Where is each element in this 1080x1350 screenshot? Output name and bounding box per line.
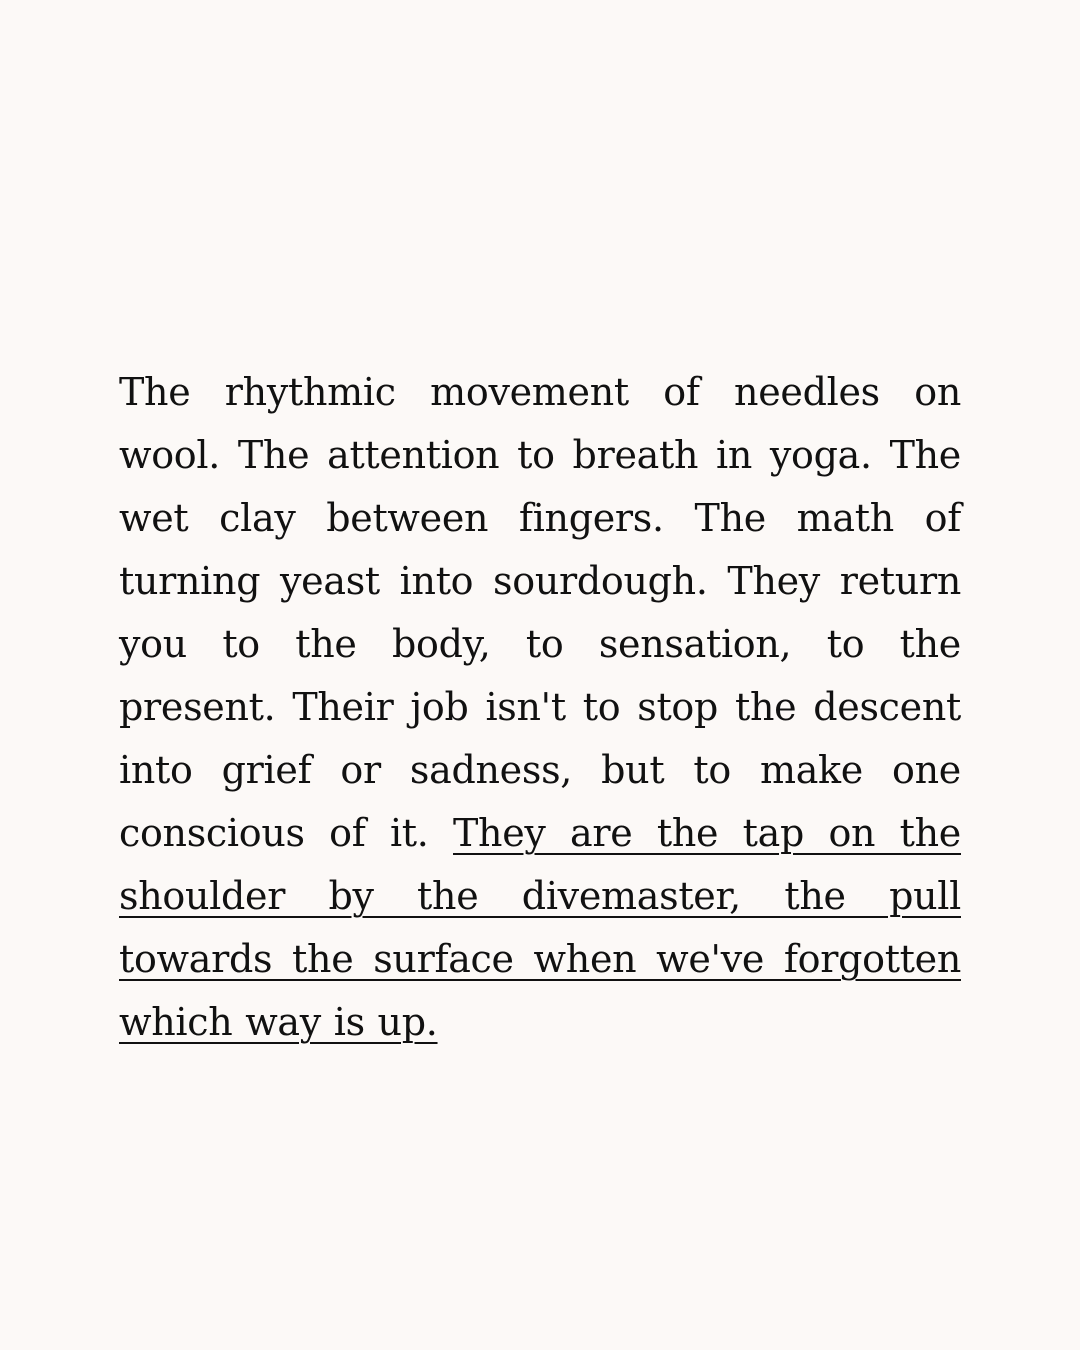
- underlined-quote-text: They are the tap on the shoulder by the divemaster, the pull towards the surface when we've forgotten which way is up.: [119, 811, 961, 1044]
- quote-paragraph: [119, 361, 961, 1054]
- quote-text: The rhythmic movement of needles on wool. The attention to breath in yoga. The wet clay between fingers. The math of turning yeast into sourdough. They return you to the body, to sensation, to the present. Their job isn't to stop the descent into grief or sadness, but to make one conscious of it.: [119, 370, 961, 855]
